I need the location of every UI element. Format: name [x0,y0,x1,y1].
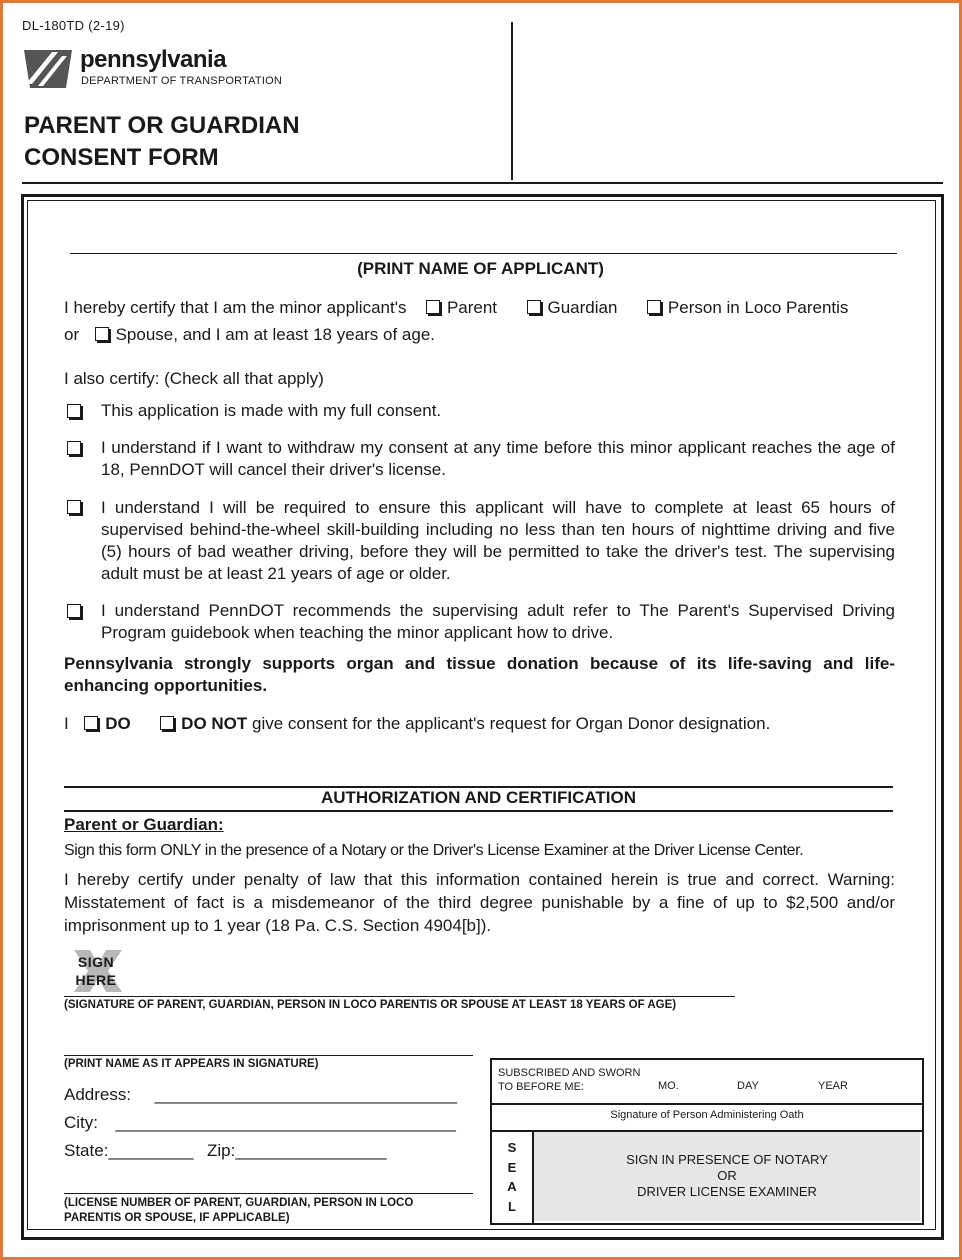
form-title [24,110,300,174]
form-code: DL-180TD (2-19) [22,18,125,33]
title-line-2: CONSENT FORM [24,144,219,171]
brand-name: pennsylvania [80,46,227,73]
guardian-checkbox[interactable] [527,300,541,314]
oath-signature-label: Signature of Person Administering Oath [610,1109,804,1121]
consent-checkbox[interactable] [67,404,81,418]
state-zip-row [64,1140,387,1162]
state-field[interactable]: State:_________ [64,1141,194,1160]
city-label: City: [64,1113,98,1132]
title-line-1: PARENT OR GUARDIAN [24,112,300,139]
auth-heading: AUTHORIZATION AND CERTIFICATION [320,788,637,807]
loco-parentis-checkbox[interactable] [647,300,661,314]
applicant-name-label: (PRINT NAME OF APPLICANT) [357,259,604,278]
signature-line[interactable] [64,996,735,997]
sign-here-marker [70,948,126,994]
sign-label: SIGN [77,954,115,970]
spouse-row [64,324,435,346]
here-label: HERE [75,972,117,988]
organ-consent-row [64,713,770,735]
print-name-label: (PRINT NAME AS IT APPEARS IN SIGNATURE) [64,1058,319,1070]
supervised-hours-item: I understand I will be required to ensure this applicant will have to complete at least 65 hours of supervised behind-the-wheel skill-building including no less than ten hours of nighttime driving and five (5) hours of bad weather driving, before they will be permitted to take the driver's test. The supervising adult must be at least 21 years of age or older. [101,498,895,583]
organ-do-not-checkbox[interactable] [160,716,174,730]
relation-lead: I hereby certify that I am the minor applicant's [64,298,407,317]
organ-do-checkbox[interactable] [84,716,98,730]
auth-subheading: Parent or Guardian: [64,815,224,834]
department-name: DEPARTMENT OF TRANSPORTATION [81,75,282,87]
seal-area [534,1132,920,1221]
parent-checkbox[interactable] [426,300,440,314]
certify-heading: I also certify: (Check all that apply) [64,369,324,388]
license-line[interactable] [64,1193,473,1194]
auth-certification: I hereby certify under penalty of law that this information contained herein is true and correct. Warning: Misstatement of fact is a misdemeanor of the third degree punishable by a fine of up to $2,500 and/or imprisonment up to 1 year (18 Pa. C.S. Section 4904[b]). [64,870,895,935]
notary-divider-1 [492,1103,922,1105]
relation-guardian-option[interactable]: Guardian [527,298,618,317]
guidebook-item: I understand PennDOT recommends the supervising adult refer to The Parent's Supervised Driving Program guidebook when teaching the minor applicant how to drive. [101,601,895,642]
consent-item: This application is made with my full consent. [101,401,442,420]
organ-do-not-option[interactable]: DO NOT [160,714,247,733]
relation-parent-option[interactable]: Parent [426,298,497,317]
year-label: YEAR [818,1080,848,1092]
applicant-name-line[interactable] [70,253,897,254]
sworn-label: SUBSCRIBED AND SWORN TO BEFORE ME: [498,1067,641,1093]
license-label: (LICENSE NUMBER OF PARENT, GUARDIAN, PERSON IN LOCO PARENTIS OR SPOUSE, IF APPLICABLE) [64,1197,414,1224]
notary-box [490,1058,924,1225]
withdraw-checkbox[interactable] [67,441,81,455]
print-name-line[interactable] [64,1055,473,1056]
withdraw-item: I understand if I want to withdraw my consent at any time before this minor applicant reaches the age of 18, PennDOT will cancel their driver's license. [101,438,895,479]
penndot-keystone-logo-icon [22,44,74,90]
signature-label: (SIGNATURE OF PARENT, GUARDIAN, PERSON IN LOCO PARENTIS OR SPOUSE AT LEAST 18 YEARS OF AGE) [64,999,677,1011]
or-label: or [64,325,80,344]
guidebook-checkbox[interactable] [67,604,81,618]
supervised-hours-checkbox[interactable] [67,500,81,514]
day-label: DAY [737,1080,759,1092]
address-field[interactable]: ________________________________ [154,1085,458,1104]
presence-note: SIGN IN PRESENCE OF NOTARY OR DRIVER LICENSE EXAMINER [626,1152,828,1199]
zip-field[interactable]: Zip:________________ [206,1141,387,1160]
relation-loco-parentis-option[interactable]: Person in Loco Parentis [647,298,849,317]
relation-row [64,297,944,319]
auth-instruction: Sign this form ONLY in the presence of a Notary or the Driver's License Examiner at the Driver License Center. [64,842,804,859]
header-rule [22,182,943,184]
month-label: MO. [658,1080,679,1092]
seal-column: S E A L [507,1140,517,1214]
organ-statement: Pennsylvania strongly supports organ and tissue donation because of its life-saving and life-enhancing opportunities. [64,654,895,695]
organ-i-label: I [64,714,69,733]
city-row [64,1112,456,1134]
address-row [64,1084,457,1106]
relation-spouse-option[interactable]: Spouse, and I am at least 18 years of age. [95,325,435,344]
organ-do-option[interactable]: DO [84,714,131,733]
organ-consent-text: give consent for the applicant's request for Organ Donor designation. [252,714,771,733]
spouse-checkbox[interactable] [95,327,109,341]
auth-rule-bottom [64,810,893,812]
header-divider [511,22,513,180]
address-label: Address: [64,1085,132,1104]
city-field[interactable]: ____________________________________ [115,1113,456,1132]
